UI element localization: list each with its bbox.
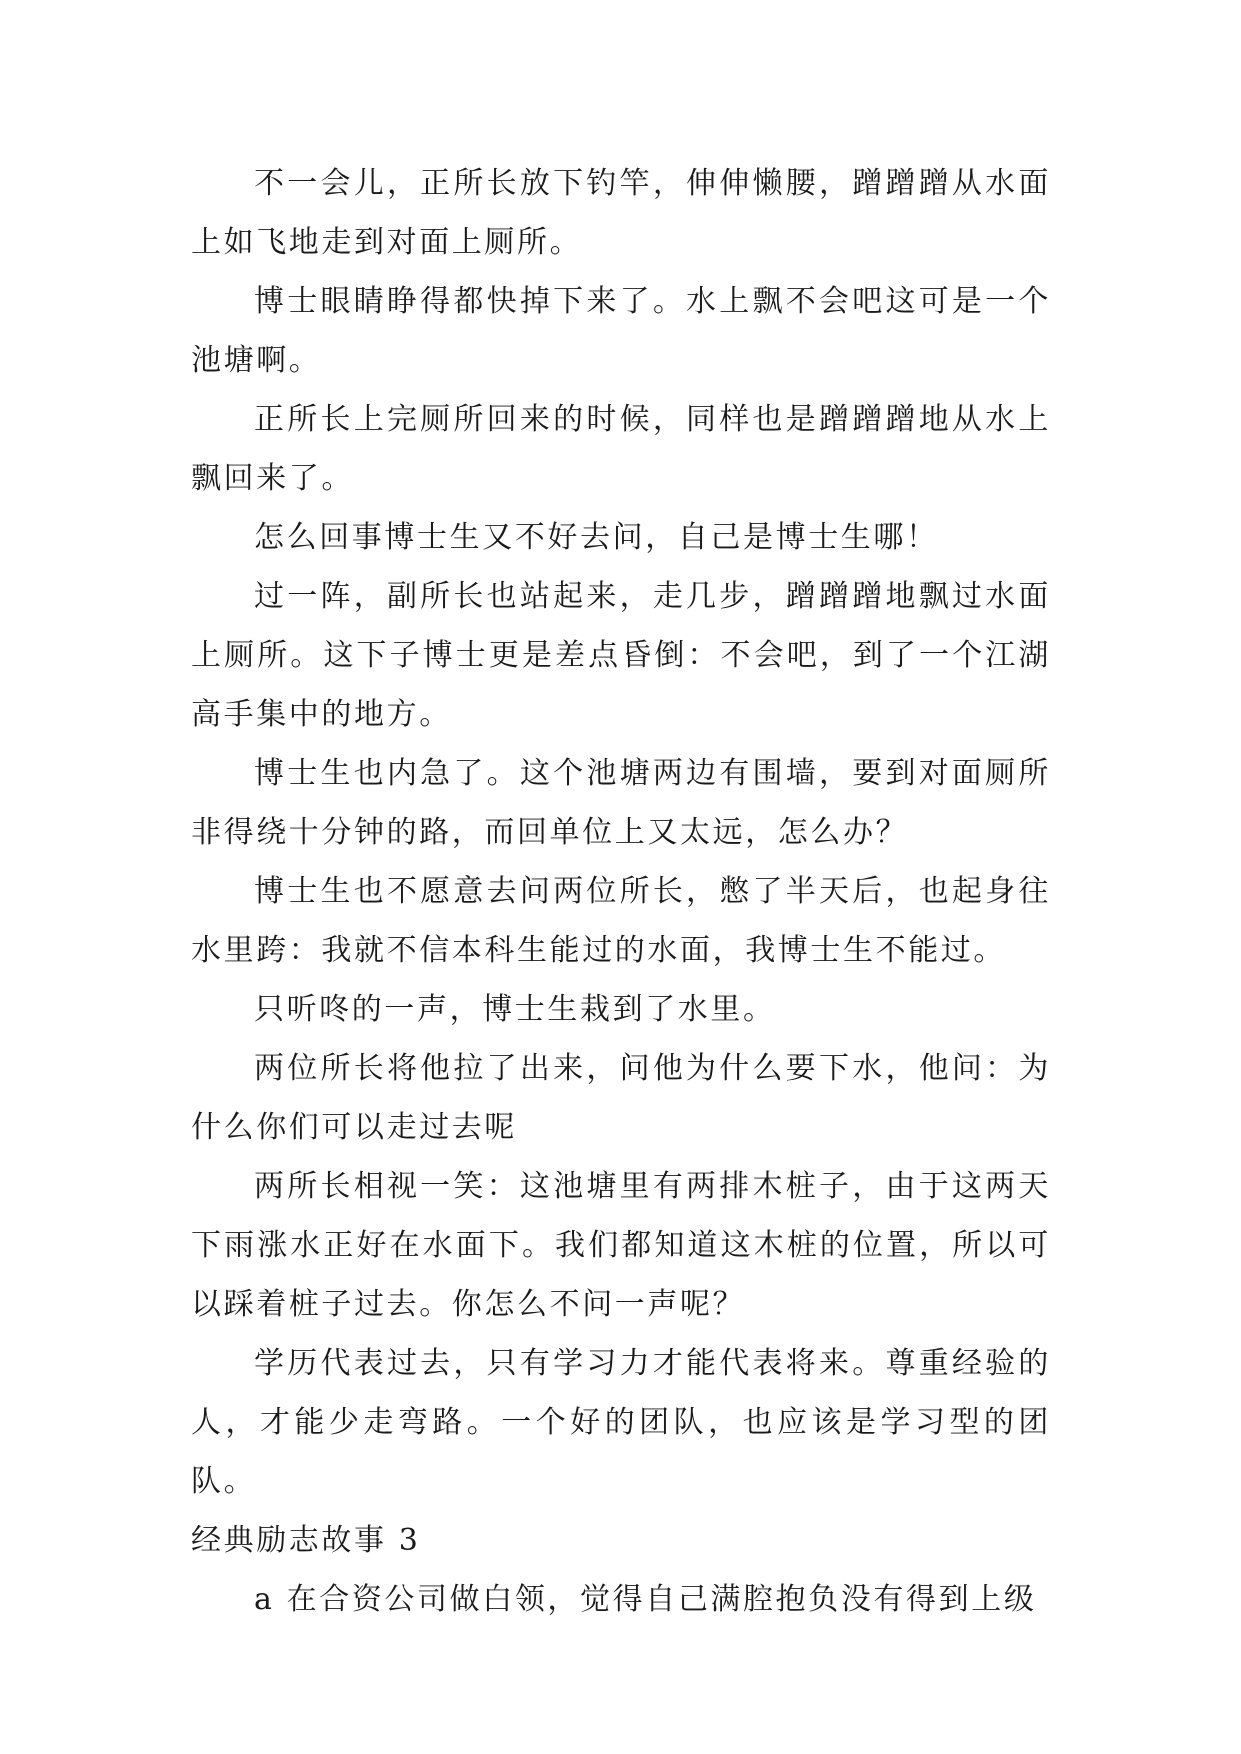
paragraph-3: 正所长上完厕所回来的时候，同样也是蹭蹭蹭地从水上飘回来了。: [191, 402, 1051, 496]
paragraph-9: 两位所长将他拉了出来，问他为什么要下水，他问：为什么你们可以走过去呢: [191, 1051, 1051, 1145]
paragraph-7: 博士生也不愿意去问两位所长，憋了半天后，也起身往水里跨：我就不信本科生能过的水面，我博士生不能过。: [191, 874, 1051, 968]
paragraph-11: 学历代表过去，只有学习力才能代表将来。尊重经验的人，才能少走弯路。一个好的团队，也应该是学习型的团队。: [191, 1346, 1051, 1499]
paragraph-10: 两所长相视一笑：这池塘里有两排木桩子，由于这两天下雨涨水正好在水面下。我们都知道这木桩的位置，所以可以踩着桩子过去。你怎么不问一声呢？: [191, 1169, 1051, 1322]
section-heading: 经典励志故事 3: [191, 1523, 421, 1558]
paragraph-8: 只听咚的一声，博士生栽到了水里。: [254, 992, 776, 1027]
paragraph-2: 博士眼睛睁得都快掉下来了。水上飘不会吧这可是一个池塘啊。: [191, 284, 1051, 378]
paragraph-6: 博士生也内急了。这个池塘两边有围墙，要到对面厕所非得绕十分钟的路，而回单位上又太远，怎么办？: [191, 756, 1051, 850]
paragraph-1: 不一会儿，正所长放下钓竿，伸伸懒腰，蹭蹭蹭从水面上如飞地走到对面上厕所。: [191, 166, 1051, 260]
paragraph-12: a 在合资公司做白领，觉得自己满腔抱负没有得到上级: [254, 1582, 1037, 1617]
paragraph-5: 过一阵，副所长也站起来，走几步，蹭蹭蹭地飘过水面上厕所。这下子博士更是差点昏倒：不会吧，到了一个江湖高手集中的地方。: [191, 579, 1051, 732]
document-body: [191, 154, 1051, 1629]
paragraph-4: 怎么回事博士生又不好去问，自己是博士生哪！: [254, 520, 939, 555]
